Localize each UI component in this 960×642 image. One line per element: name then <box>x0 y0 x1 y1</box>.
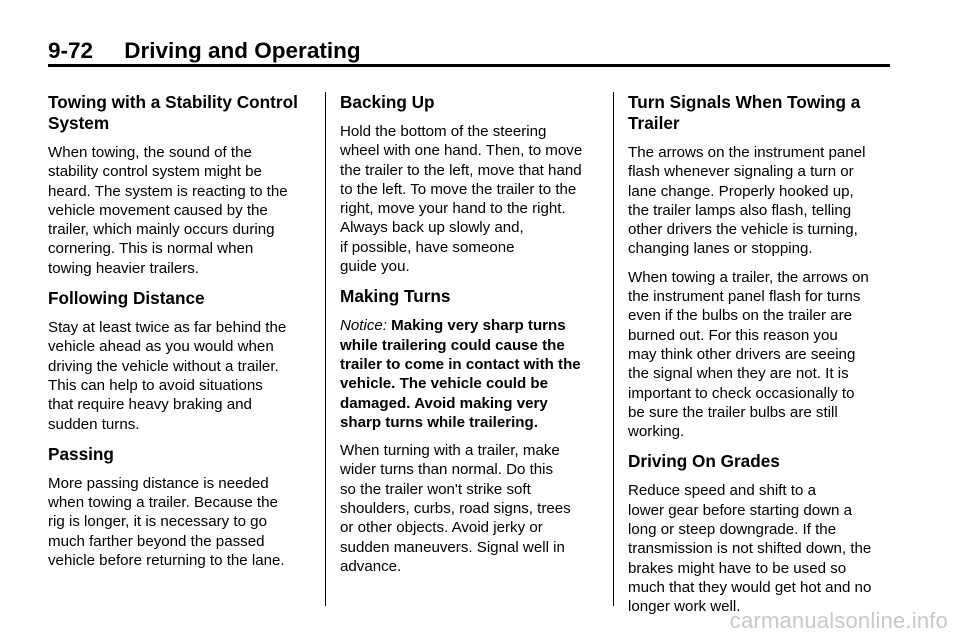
section-paragraph: When towing a trailer, the arrows on the instrument panel flash for turns even if the bulbs on the trailer are burned out. For this reason you may think other drivers are seeing the signal when they are not. It is important to check occasionally to be sure the trailer bulbs are still working. <box>628 268 869 441</box>
column-middle <box>340 92 602 585</box>
column-left <box>48 92 310 579</box>
notice-text: Making very sharp turns while trailering could cause the trailer to come in contact with the vehicle. The vehicle could be damaged. Avoid making very sharp turns while trailering. <box>340 317 581 431</box>
section-heading: Following Distance <box>48 288 205 309</box>
section-heading: Driving On Grades <box>628 451 780 472</box>
section-paragraph: Reduce speed and shift to a lower gear before starting down a long or steep downgrade. If the transmission is not shifted down, the brakes might have to be used so much that they would get hot and no longer work well. <box>628 482 872 616</box>
section-paragraph: Stay at least twice as far behind the vehicle ahead as you would when driving the vehicle without a trailer. This can help to avoid situations that require heavy braking and sudden turns. <box>48 319 287 433</box>
section-paragraph: More passing distance is needed when towing a trailer. Because the rig is longer, it is necessary to go much farther beyond the passed vehicle before returning to the lane. <box>48 474 285 570</box>
section-making-turns <box>340 286 602 576</box>
column-divider <box>613 92 614 606</box>
watermark: carmanualsonline.info <box>729 608 948 633</box>
notice-block <box>340 316 602 432</box>
section-heading: Passing <box>48 443 114 464</box>
section-heading: Towing with a Stability Control System <box>48 92 298 133</box>
notice-label: Notice: <box>340 317 387 335</box>
header-rule <box>48 64 890 67</box>
section-paragraph: The arrows on the instrument panel flash whenever signaling a turn or lane change. Properly hooked up, the trailer lamps also flash, telling other drivers the vehicle is turning, changing lanes or stopping. <box>628 144 866 258</box>
section-paragraph: When turning with a trailer, make wider turns than normal. Do this so the trailer won't strike soft shoulders, curbs, road signs, trees or other objects. Avoid jerky or sudden maneuvers. Signal well in advance. <box>340 442 571 575</box>
section-backing-up <box>340 92 602 276</box>
column-right <box>628 92 890 626</box>
section-turn-signals <box>628 92 890 441</box>
section-paragraph: When towing, the sound of the stability control system might be heard. The system is reacting to the vehicle movement caused by the trailer, which mainly occurs during cornering. This is normal when towing heavier trailers. <box>48 144 288 277</box>
section-towing-stability-control <box>48 92 310 278</box>
section-following-distance <box>48 288 310 434</box>
section-paragraph: Hold the bottom of the steering wheel with one hand. Then, to move the trailer to the left, move that hand to the left. To move the trailer to the right, move your hand to the right. Always back up slowly and, if possible, have someone guide you. <box>340 123 583 276</box>
section-passing <box>48 444 310 570</box>
page-title: 9-72 Driving and Operating <box>48 38 361 63</box>
section-heading: Turn Signals When Towing a Trailer <box>628 92 861 133</box>
section-driving-on-grades <box>628 451 890 616</box>
section-heading: Making Turns <box>340 286 451 307</box>
page-header <box>48 38 890 64</box>
section-heading: Backing Up <box>340 92 435 112</box>
column-divider <box>325 92 326 606</box>
